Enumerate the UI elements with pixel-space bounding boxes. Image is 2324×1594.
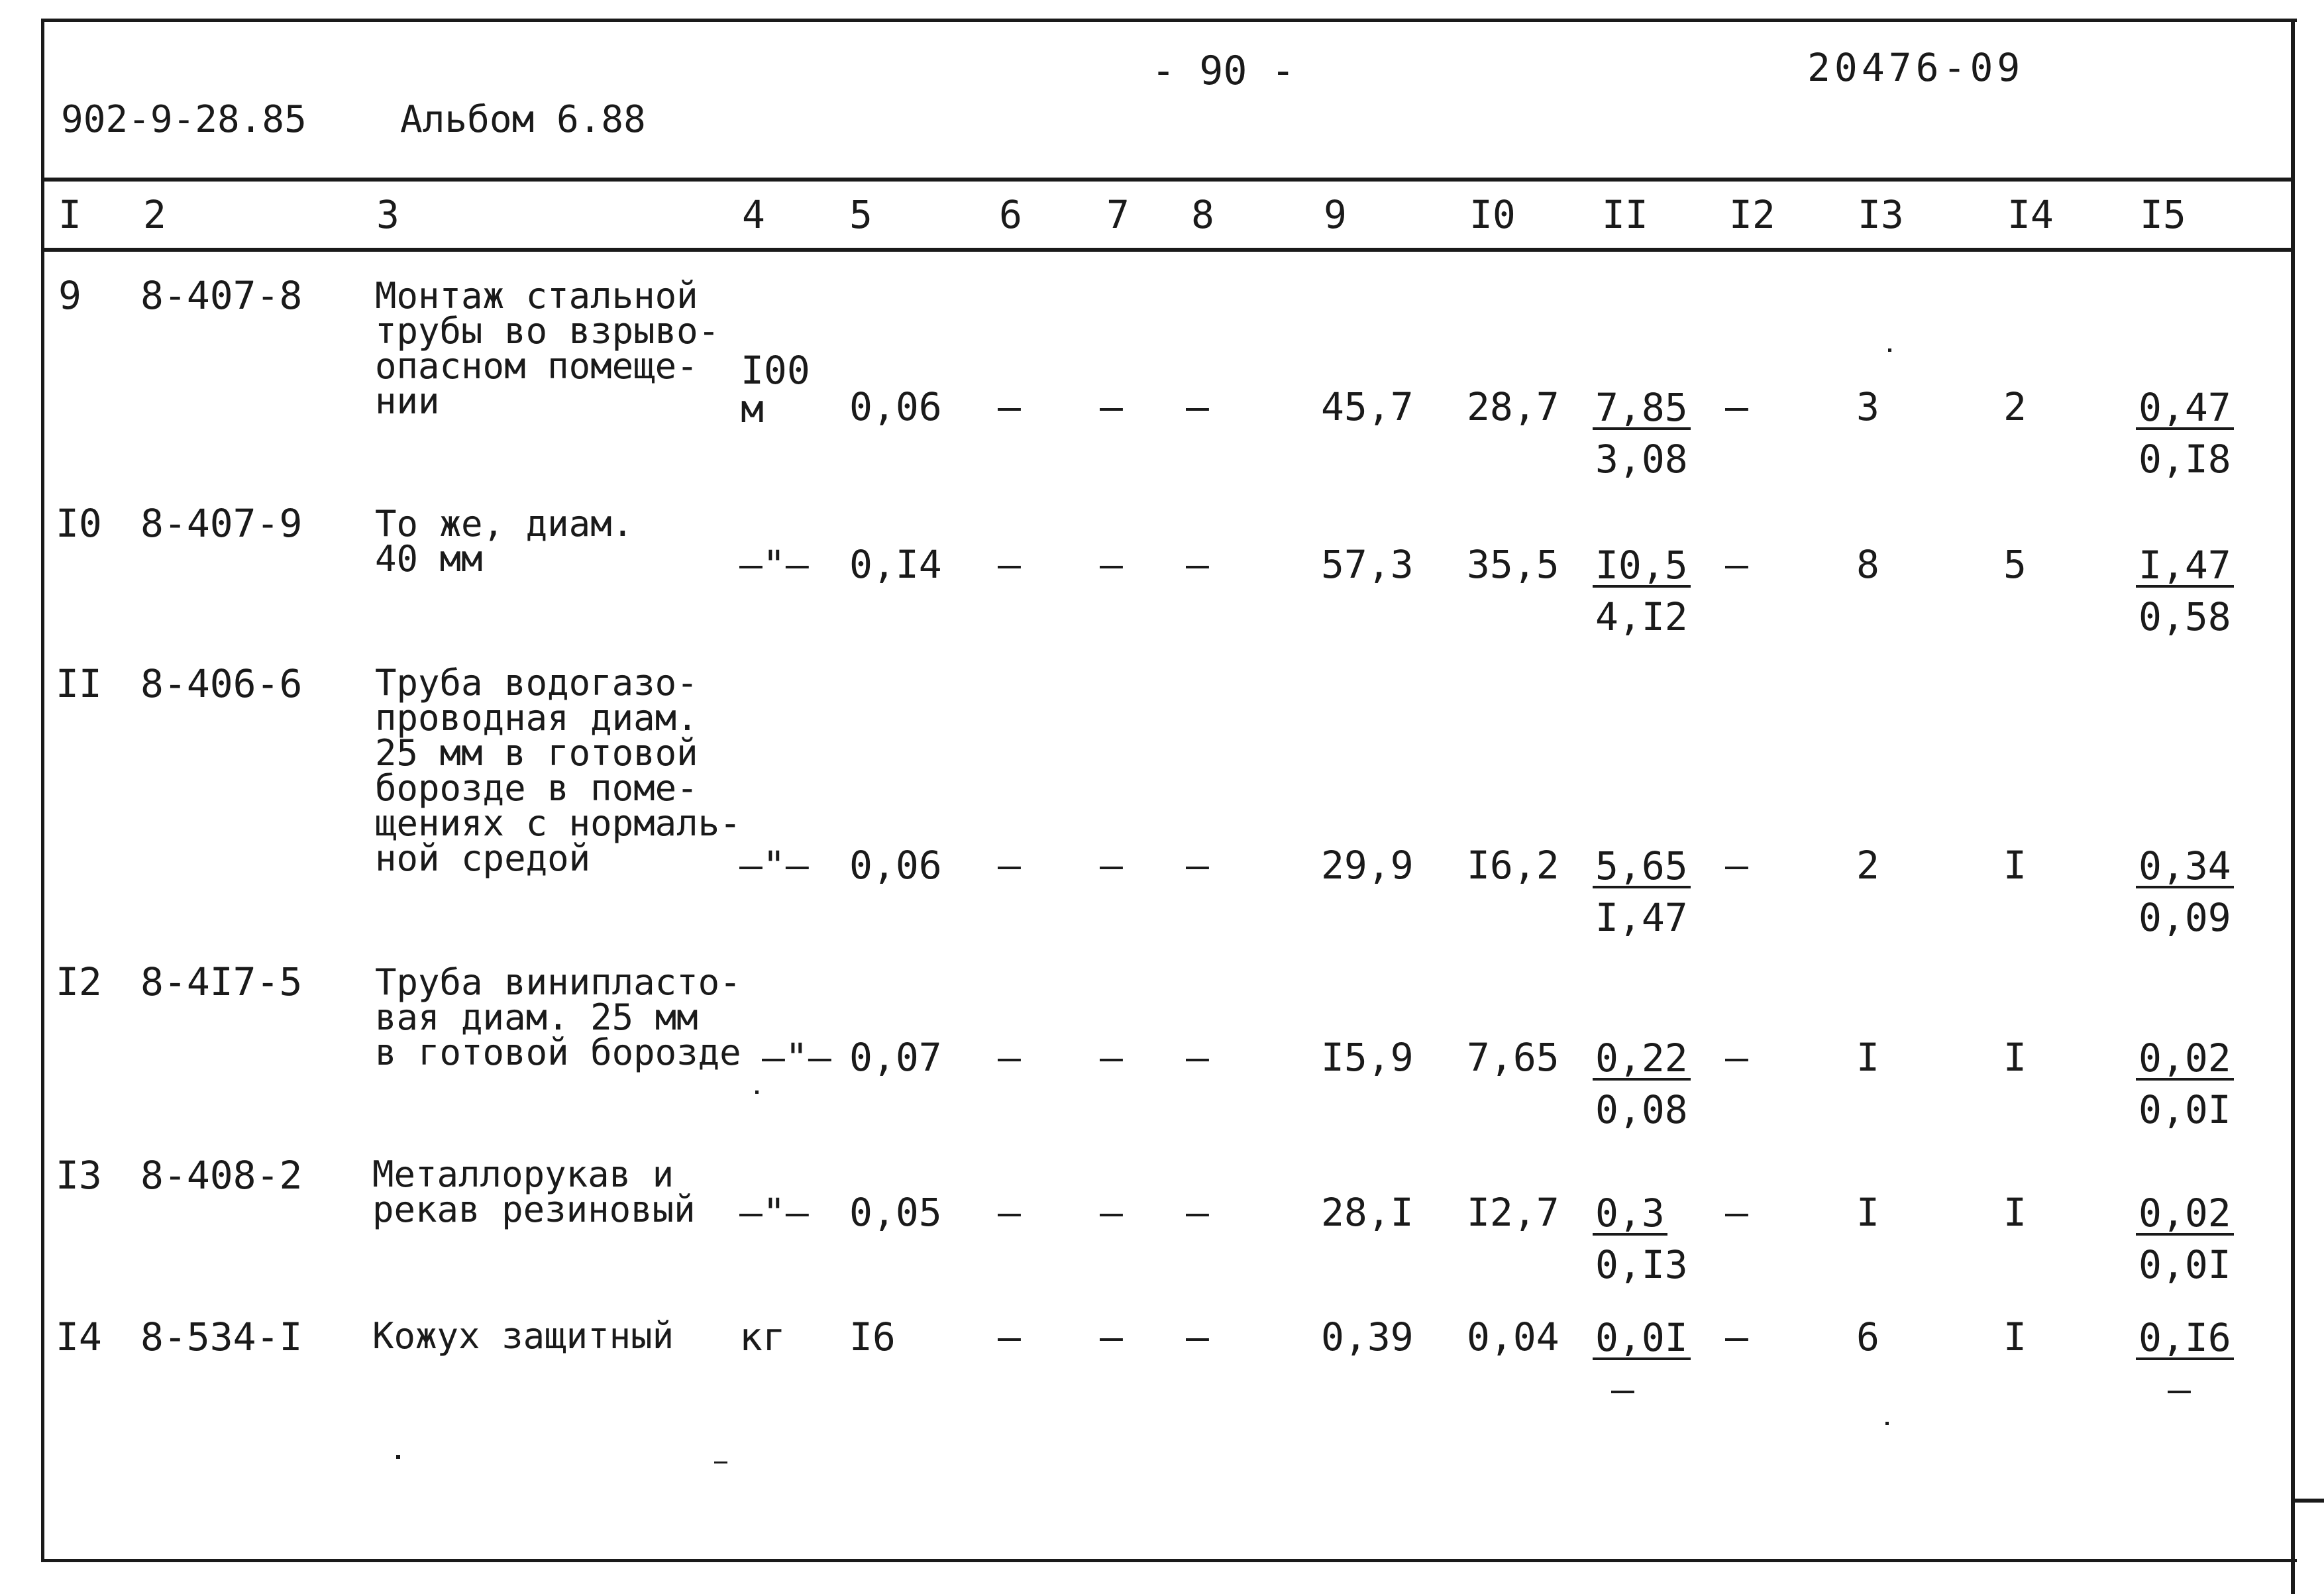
column-header-rule [41, 248, 2294, 252]
col15-fraction [2136, 840, 2234, 943]
col15-fraction [2136, 382, 2234, 485]
unit: –"– [739, 542, 809, 587]
scan-speck [755, 1090, 759, 1094]
column-header-1: I [58, 192, 81, 237]
col9-value: I5,9 [1321, 1035, 1414, 1080]
col11-fraction [1593, 1032, 1691, 1136]
column-header-3: 3 [376, 192, 399, 237]
col11-denominator: I,47 [1595, 895, 1688, 940]
page-number: - 90 - [1151, 48, 1295, 94]
rate-code: 8-407-8 [140, 273, 303, 318]
col7-value: – [1100, 843, 1123, 888]
col12-value: – [1725, 1314, 1748, 1359]
col6-value: – [998, 542, 1021, 587]
col8-value: – [1186, 1035, 1209, 1080]
work-description: Труба винипласто- вая диам. 25 мм в готовой борозде [375, 961, 741, 1073]
col11-fraction [1593, 1187, 1691, 1291]
col12-value: – [1725, 1190, 1748, 1235]
col11-numerator: 0,0I [1593, 1318, 1691, 1360]
col14-value: I [2003, 1314, 2027, 1359]
right-border-tick [2291, 1499, 2324, 1503]
row-number: I0 [56, 501, 102, 546]
col13-value: 8 [1856, 542, 1879, 587]
col11-fraction [1593, 840, 1691, 943]
col15-numerator: 0,02 [2136, 1038, 2234, 1081]
column-header-12: I2 [1729, 192, 1775, 237]
column-header-4: 4 [742, 192, 765, 237]
quantity: 0,I4 [849, 542, 942, 587]
rate-code: 8-534-I [140, 1314, 303, 1359]
work-description: Монтаж стальной трубы во взрыво- опасном помеще- нии [375, 275, 720, 422]
column-header-11: II [1602, 192, 1648, 237]
work-description: Металлорукав и рекав резиновый [372, 1153, 696, 1230]
column-header-13: I3 [1858, 192, 1904, 237]
column-header-10: I0 [1469, 192, 1516, 237]
col15-numerator: I,47 [2136, 545, 2234, 588]
col8-value: – [1186, 843, 1209, 888]
col15-denominator: 0,I8 [2139, 437, 2231, 482]
col12-value: – [1725, 384, 1748, 429]
column-header-9: 9 [1324, 192, 1347, 237]
col11-numerator: 7,85 [1593, 388, 1691, 430]
col9-value: 57,3 [1321, 542, 1414, 587]
col10-value: I2,7 [1467, 1190, 1559, 1235]
column-header-2: 2 [143, 192, 166, 237]
unit: кг [739, 1314, 786, 1359]
sheet-code: 20476-09 [1807, 45, 2025, 90]
col11-numerator: 0,22 [1593, 1038, 1691, 1081]
col13-value: 3 [1856, 384, 1879, 429]
work-description: То же, диам. 40 мм [375, 503, 634, 580]
scan-speck [1888, 348, 1891, 352]
album-label: Альбом 6.88 [400, 98, 646, 141]
col9-value: 0,39 [1321, 1314, 1414, 1359]
col13-value: I [1856, 1190, 1879, 1235]
work-description: Труба водогазо- проводная диам. 25 мм в готовой борозде в поме- щениях с нормаль- ной средой [375, 662, 741, 879]
col15-numerator: 0,47 [2136, 388, 2234, 430]
col8-value: – [1186, 542, 1209, 587]
document-code: 902-9-28.85 [61, 98, 307, 141]
col11-numerator: 0,3 [1593, 1193, 1667, 1236]
header-rule [41, 178, 2294, 182]
col11-numerator: 5,65 [1593, 846, 1691, 888]
col11-fraction [1593, 1312, 1691, 1415]
column-header-15: I5 [2140, 192, 2186, 237]
col15-denominator: 0,0I [2139, 1242, 2231, 1287]
col14-value: 2 [2003, 384, 2027, 429]
col15-denominator: – [2168, 1367, 2191, 1412]
col15-fraction [2136, 1312, 2234, 1415]
col15-fraction [2136, 1187, 2234, 1291]
col12-value: – [1725, 843, 1748, 888]
col10-value: 7,65 [1467, 1035, 1559, 1080]
quantity: 0,06 [849, 384, 942, 429]
work-description: Кожух защитный [372, 1315, 674, 1357]
col7-value: – [1100, 1035, 1123, 1080]
col13-value: 2 [1856, 843, 1879, 888]
col11-denominator: 0,I3 [1595, 1242, 1688, 1287]
col11-denominator: – [1611, 1367, 1634, 1412]
column-header-5: 5 [849, 192, 872, 237]
rate-code: 8-408-2 [140, 1153, 303, 1198]
col6-value: – [998, 1190, 1021, 1235]
col6-value: – [998, 1314, 1021, 1359]
scan-speck [1885, 1422, 1889, 1425]
col15-denominator: 0,09 [2139, 895, 2231, 940]
col6-value: – [998, 843, 1021, 888]
unit: –"– [739, 843, 809, 888]
column-header-6: 6 [999, 192, 1022, 237]
col15-numerator: 0,02 [2136, 1193, 2234, 1236]
col8-value: – [1186, 1190, 1209, 1235]
col14-value: I [2003, 843, 2027, 888]
scan-speck [714, 1461, 727, 1463]
unit: I00 м [741, 348, 810, 431]
column-header-7: 7 [1106, 192, 1130, 237]
col7-value: – [1100, 1314, 1123, 1359]
col11-numerator: I0,5 [1593, 545, 1691, 588]
col6-value: – [998, 1035, 1021, 1080]
quantity: 0,05 [849, 1190, 942, 1235]
unit: –"– [739, 1190, 809, 1235]
col11-denominator: 4,I2 [1595, 594, 1688, 639]
rate-code: 8-4I7-5 [140, 959, 303, 1004]
col7-value: – [1100, 384, 1123, 429]
col8-value: – [1186, 384, 1209, 429]
col15-denominator: 0,58 [2139, 594, 2231, 639]
col13-value: 6 [1856, 1314, 1879, 1359]
col7-value: – [1100, 542, 1123, 587]
col13-value: I [1856, 1035, 1879, 1080]
col12-value: – [1725, 542, 1748, 587]
rate-code: 8-407-9 [140, 501, 303, 546]
col12-value: – [1725, 1035, 1748, 1080]
col11-denominator: 3,08 [1595, 437, 1688, 482]
col15-fraction [2136, 539, 2234, 643]
row-number: I3 [56, 1153, 102, 1198]
unit: –"– [762, 1035, 831, 1080]
row-number: I2 [56, 959, 102, 1004]
col11-fraction [1593, 382, 1691, 485]
col9-value: 28,I [1321, 1190, 1414, 1235]
col14-value: 5 [2003, 542, 2027, 587]
col10-value: 28,7 [1467, 384, 1559, 429]
col9-value: 29,9 [1321, 843, 1414, 888]
col10-value: I6,2 [1467, 843, 1559, 888]
quantity: 0,06 [849, 843, 942, 888]
col15-numerator: 0,34 [2136, 846, 2234, 888]
row-number: 9 [58, 273, 81, 318]
quantity: 0,07 [849, 1035, 942, 1080]
col10-value: 35,5 [1467, 542, 1559, 587]
col10-value: 0,04 [1467, 1314, 1559, 1359]
column-header-14: I4 [2007, 192, 2054, 237]
scan-speck [396, 1455, 400, 1459]
col11-fraction [1593, 539, 1691, 643]
rate-code: 8-406-6 [140, 661, 303, 706]
col7-value: – [1100, 1190, 1123, 1235]
col8-value: – [1186, 1314, 1209, 1359]
col11-denominator: 0,08 [1595, 1087, 1688, 1132]
col15-fraction [2136, 1032, 2234, 1136]
col14-value: I [2003, 1190, 2027, 1235]
right-border [2291, 19, 2295, 1594]
col14-value: I [2003, 1035, 2027, 1080]
column-header-8: 8 [1191, 192, 1214, 237]
col9-value: 45,7 [1321, 384, 1414, 429]
row-number: II [56, 661, 102, 706]
col15-denominator: 0,0I [2139, 1087, 2231, 1132]
quantity: I6 [849, 1314, 896, 1359]
col15-numerator: 0,I6 [2136, 1318, 2234, 1360]
row-number: I4 [56, 1314, 102, 1359]
col6-value: – [998, 384, 1021, 429]
